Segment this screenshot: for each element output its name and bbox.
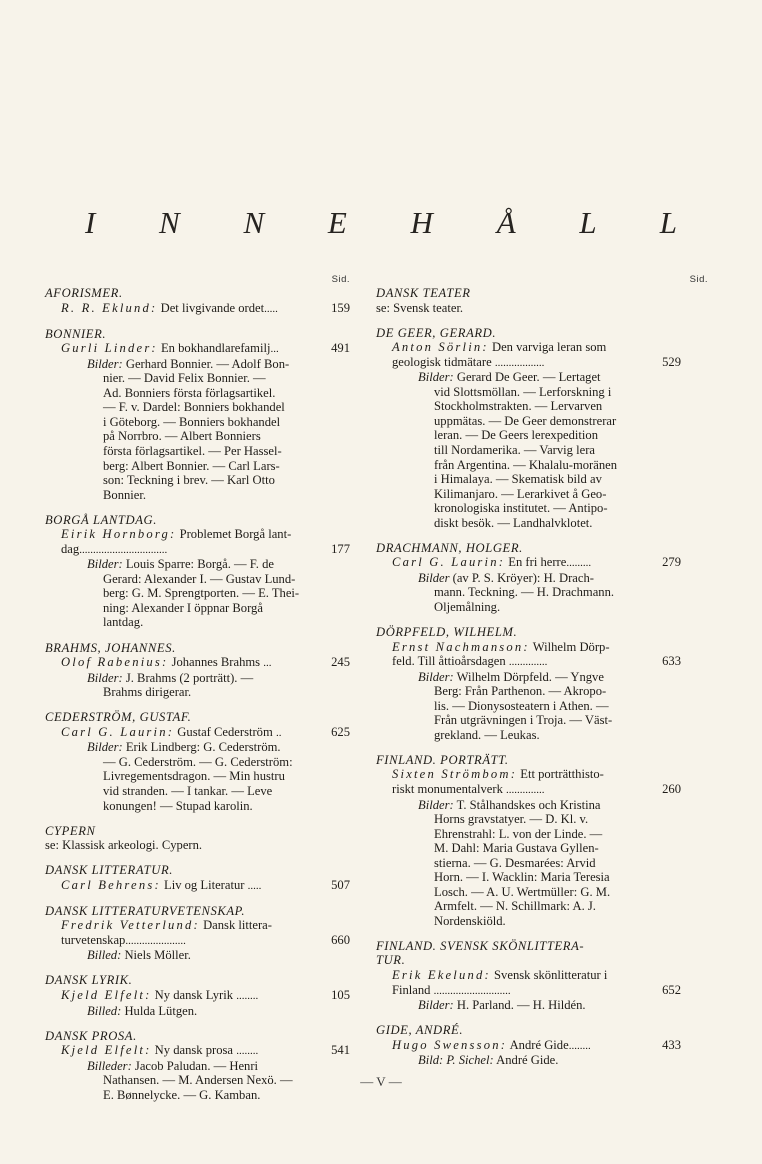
illustration-text: Jacob Paludan. — Henri [134, 1058, 259, 1073]
work-title: Svensk skönlitteratur i [494, 968, 608, 983]
illustration-line [376, 571, 681, 586]
page-number: 159 [331, 300, 350, 315]
work-title: Ny dansk prosa [154, 1043, 234, 1058]
illustration-text: — G. Cederström. — G. Cederström: [103, 754, 293, 769]
work-title: Liv og Literatur [164, 877, 245, 892]
illustration-line [45, 740, 350, 755]
illustration-line [45, 572, 350, 587]
page-number: 279 [662, 555, 681, 570]
illustration-text: mann. Teckning. — H. Drachmann. [434, 585, 615, 600]
entry-heading: DANSK PROSA. [45, 1028, 137, 1043]
work-title: Den varviga leran som [491, 340, 607, 355]
illustration-text: leran. — De Geers lerexpedition [434, 428, 599, 443]
illustration-list [376, 670, 681, 743]
entry-dorpfeld [376, 625, 681, 742]
page-title: I N N E H Å L L [84, 205, 706, 240]
illustration-label: Bilder: [87, 740, 123, 755]
illustration-line [376, 713, 681, 728]
toc-left-column [45, 273, 350, 1113]
entry-line [376, 968, 681, 983]
entry-line [376, 640, 681, 655]
illustration-text: i Göteborg. — Bonniers bokhandel [103, 414, 281, 429]
page-number: 433 [662, 1037, 681, 1052]
entry-line: Olof Rabenius: Johannes Brahms ... 245 [61, 655, 350, 670]
illustration-line [45, 400, 350, 415]
illustration-line [376, 827, 681, 842]
illustration-text: Louis Sparre: Borgå. — F. de [125, 557, 274, 572]
illustration-text: Ehrenstrahl: L. von der Linde. — [434, 826, 603, 841]
illustration-text: uppmätas. — De Geer demonstrerar [434, 413, 617, 428]
illustration-list [45, 740, 350, 813]
illustration-list [376, 571, 681, 615]
illustration-label: Billeder: [87, 1058, 132, 1073]
illustration-text: första förlagsartikel. — Per Hassel- [103, 443, 282, 458]
entry-line: geologisk tidmätare .................. 529 [392, 354, 681, 369]
illustration-line [45, 615, 350, 630]
illustration-text: lantdag. [103, 615, 144, 630]
entry-line [376, 767, 681, 782]
illustration-line [376, 899, 681, 914]
illustration-line [376, 684, 681, 699]
entry-line: Carl Behrens: Liv og Literatur ..... 507 [61, 877, 350, 892]
entry-dansk-lyrik [45, 973, 350, 1018]
illustration-text: berg: G. M. Sprengtporten. — E. Thei- [103, 586, 300, 601]
illustration-list [45, 557, 350, 630]
author: Anton Sörlin: [392, 340, 489, 355]
author: Sixten Strömbom: [392, 767, 518, 782]
author: Erik Ekelund: [392, 968, 491, 983]
illustration-line [376, 414, 681, 429]
entry-dansk-teater [376, 286, 681, 315]
work-title: Problemet Borgå lant- [179, 527, 292, 542]
illustration-text: M. Dahl: Maria Gustava Gyllen- [434, 841, 599, 856]
illustration-line [376, 516, 681, 531]
illustration-label: Bilder: [87, 356, 123, 371]
entry-heading: DÖRPFELD, WILHELM. [376, 624, 518, 639]
illustration-line: Bild: P. Sichel: André Gide. [418, 1053, 559, 1068]
author: Ernst Nachmanson: [392, 639, 530, 654]
see-reference: se: Klassisk arkeologi. Cypern. [45, 838, 203, 853]
author: Kjeld Elfelt: [61, 987, 152, 1002]
illustration-line: Bilder: H. Parland. — H. Hildén. [418, 998, 586, 1013]
page-number: 507 [331, 877, 350, 892]
illustration-line [376, 458, 681, 473]
illustration-text: Oljemålning. [434, 599, 501, 614]
illustration-text: Gerard De Geer. — Lertaget [456, 370, 601, 385]
work-title: Ny dansk Lyrik [154, 987, 234, 1002]
illustration-text: på Norrbro. — Albert Bonniers [103, 429, 261, 444]
entry-dansk-litteratur [45, 863, 350, 893]
illustration-line [45, 601, 350, 616]
illustration-text: Brahms dirigerar. [103, 685, 192, 700]
illustration-line [376, 600, 681, 615]
illustration-text: — F. v. Dardel: Bonniers bokhandel [103, 400, 285, 415]
entry-line: riskt monumentalverk .............. 260 [392, 781, 681, 796]
entry-finland-svensk-skonlitteratur [376, 939, 681, 1013]
entry-finland-portratt [376, 753, 681, 929]
work-title: En fri herre [508, 555, 567, 570]
entry-brahms [45, 641, 350, 700]
entry-dansk-prosa [45, 1029, 350, 1103]
illustration-label: Bilder: [418, 669, 454, 684]
illustration-line [45, 488, 350, 503]
illustration-line [376, 428, 681, 443]
illustration-line [376, 728, 681, 743]
author: Hugo Swensson: [392, 1037, 508, 1052]
page-number: 660 [331, 932, 350, 947]
entry-line: feld. Till åttioårsdagen .............. 633 [392, 654, 681, 669]
illustration-list [45, 671, 350, 700]
illustration-text: Livregementsdragon. — Min hustru [103, 769, 285, 784]
page-number: 177 [331, 541, 350, 556]
page-number: 652 [662, 982, 681, 997]
illustration-line [45, 429, 350, 444]
illustration-text: J. Brahms (2 porträtt). — [125, 670, 254, 685]
illustration-line [376, 670, 681, 685]
entry-cypern [45, 824, 350, 853]
entry-heading: AFORISMER. [45, 286, 123, 300]
illustration-text: i Himalaya. — Skematisk bild av [434, 472, 602, 487]
illustration-label: Bilder: [418, 370, 454, 385]
illustration-line [376, 585, 681, 600]
illustration-line: Billed: Hulda Lütgen. [87, 1003, 198, 1018]
entry-heading: FINLAND. SVENSK SKÖNLITTERA- [376, 938, 585, 953]
illustration-text: diskt besök. — Landhalvklotet. [434, 515, 593, 530]
entry-cederstrom [45, 710, 350, 813]
illustration-label: Bilder: [87, 670, 123, 685]
work-title: Det livgivande ordet [160, 300, 265, 315]
page-number: 541 [331, 1043, 350, 1058]
illustration-text: till Nordamerika. — Varvig lera [434, 442, 595, 457]
illustration-line [45, 1059, 350, 1074]
illustration-text: son: Teckning i brev. — Karl Otto [103, 473, 275, 488]
entry-line: dag................................ 177 [61, 541, 350, 556]
entry-heading: BRAHMS, JOHANNES. [45, 640, 176, 655]
entry-heading: DANSK LITTERATURVETENSKAP. [45, 903, 246, 918]
page-number: 105 [331, 987, 350, 1002]
author: Carl Behrens: [61, 877, 161, 892]
illustration-line [45, 444, 350, 459]
entry-line: Carl G. Laurin: En fri herre......... 279 [392, 555, 681, 570]
author: Eirik Hornborg: [61, 527, 177, 542]
entry-heading: CEDERSTRÖM, GUSTAF. [45, 710, 192, 725]
page-number: 245 [331, 655, 350, 670]
illustration-text: Horns gravstatyer. — D. Kl. v. [434, 812, 589, 827]
illustration-line [45, 784, 350, 799]
sid-label: Sid. [689, 274, 708, 285]
illustration-text: T. Stålhandskes och Kristina [456, 797, 601, 812]
author: Carl G. Laurin: [61, 724, 175, 739]
entry-drachmann [376, 541, 681, 615]
page-number: 633 [662, 654, 681, 669]
entry-borga [45, 513, 350, 630]
work-title: Dansk littera- [203, 918, 272, 933]
page-number: 260 [662, 781, 681, 796]
illustration-line [45, 557, 350, 572]
illustration-line [45, 685, 350, 700]
illustration-text: Erik Lindberg: G. Cederström. [125, 740, 281, 755]
illustration-text: Kilimanjaro. — Lerarkivet å Geo- [434, 486, 607, 501]
illustration-text: vid stranden. — I tankar. — Leve [103, 783, 273, 798]
entry-line: Kjeld Elfelt: Ny dansk Lyrik ........ 105 [61, 987, 350, 1002]
page-folio: — V — [360, 1074, 402, 1089]
illustration-text: Wilhelm Dörpfeld. — Yngve [456, 669, 604, 684]
illustration-line [376, 914, 681, 929]
author: Kjeld Elfelt: [61, 1043, 152, 1058]
illustration-line [376, 472, 681, 487]
entry-heading: BONNIER. [45, 326, 107, 341]
author: R. R. Eklund: [61, 300, 158, 315]
entry-line [45, 527, 350, 542]
entry-line: Finland ............................ 652 [392, 982, 681, 997]
entry-heading: FINLAND. PORTRÄTT. [376, 752, 509, 767]
entry-heading: DANSK LITTERATUR. [45, 863, 173, 878]
illustration-text: stierna. — G. Desmarées: Arvid [434, 855, 596, 870]
work-title: André Gide [509, 1037, 569, 1052]
author: Gurli Linder: [61, 341, 158, 356]
illustration-line [45, 459, 350, 474]
illustration-text: kronologiska institutet. — Antipo- [434, 501, 608, 516]
toc-right-column [376, 273, 708, 1078]
illustration-line [376, 798, 681, 813]
illustration-text: vid Slottsmöllan. — Lerforskning i [434, 384, 612, 399]
author: Carl G. Laurin: [392, 555, 506, 570]
entry-aforismer [45, 286, 350, 316]
illustration-line [376, 856, 681, 871]
illustration-line [376, 370, 681, 385]
page-number: 529 [662, 354, 681, 369]
illustration-text: (av P. S. Kröyer): H. Drach- [452, 570, 594, 585]
illustration-text: Losch. — A. U. Wertmüller: G. M. [434, 884, 611, 899]
entry-line [45, 918, 350, 933]
work-title: Wilhelm Dörp- [532, 639, 610, 654]
illustration-line: Billed: Niels Möller. [87, 948, 191, 963]
illustration-line [376, 841, 681, 856]
illustration-list [376, 370, 681, 530]
illustration-text: konungen! — Stupad karolin. [103, 798, 253, 813]
entry-heading: DANSK LYRIK. [45, 973, 133, 988]
entry-line [376, 340, 681, 355]
page-number: 625 [331, 724, 350, 739]
illustration-text: Gerhard Bonnier. — Adolf Bon- [125, 356, 290, 371]
illustration-line [45, 586, 350, 601]
illustration-list [45, 357, 350, 502]
illustration-text: berg: Albert Bonnier. — Carl Lars- [103, 458, 280, 473]
entry-heading: GIDE, ANDRÉ. [376, 1023, 464, 1038]
illustration-list [376, 798, 681, 929]
entry-heading: DRACHMANN, HOLGER. [376, 540, 523, 555]
entry-line: Gurli Linder: En bokhandlarefamilj... 491 [61, 341, 350, 356]
illustration-line [45, 357, 350, 372]
illustration-line [45, 415, 350, 430]
illustration-line [376, 870, 681, 885]
illustration-line [376, 699, 681, 714]
illustration-line [45, 671, 350, 686]
illustration-line [45, 755, 350, 770]
illustration-line [376, 812, 681, 827]
illustration-text: Nathansen. — M. Andersen Nexö. — [103, 1073, 293, 1088]
illustration-line [45, 769, 350, 784]
work-title: En bokhandlarefamilj [160, 341, 271, 356]
illustration-text: Bonnier. [103, 487, 147, 502]
entry-bonnier [45, 327, 350, 503]
entry-line: Carl G. Laurin: Gustaf Cederström .. 625 [61, 724, 350, 739]
illustration-line [376, 443, 681, 458]
illustration-text: Armfelt. — N. Schillmark: A. J. [434, 899, 596, 914]
sid-label: Sid. [331, 274, 350, 285]
illustration-text: Gerard: Alexander I. — Gustav Lund- [103, 571, 296, 586]
entry-heading: DE GEER, GERARD. [376, 325, 497, 340]
entry-heading-continued: TUR. [376, 953, 406, 968]
entry-heading: BORGÅ LANTDAG. [45, 512, 157, 527]
illustration-text: Stockholmstrakten. — Lervarven [434, 399, 603, 414]
see-reference: se: Svensk teater. [376, 300, 464, 315]
illustration-text: lis. — Dionysosteatern i Athen. — [434, 698, 609, 713]
entry-dansk-litteraturvetenskap [45, 904, 350, 963]
work-title: Johannes Brahms [171, 655, 261, 670]
page-number: 491 [331, 341, 350, 356]
illustration-line [376, 487, 681, 502]
work-title: Ett porträtthisto- [520, 767, 604, 782]
illustration-text: nier. — David Felix Bonnier. — [103, 371, 266, 386]
illustration-text: Ad. Bonniers första förlagsartikel. [103, 385, 276, 400]
entry-gide [376, 1023, 681, 1068]
illustration-text: E. Bønnelycke. — G. Kamban. [103, 1087, 261, 1102]
illustration-line [45, 473, 350, 488]
entry-line: Hugo Swensson: André Gide........ 433 [392, 1037, 681, 1052]
illustration-line [376, 885, 681, 900]
illustration-line [45, 371, 350, 386]
illustration-label: Bilder: [418, 797, 454, 812]
author: Fredrik Vetterlund: [61, 918, 200, 933]
illustration-text: från Argentina. — Khalalu-moränen [434, 457, 618, 472]
illustration-text: Berg: Från Parthenon. — Akropo- [434, 684, 607, 699]
entry-line: R. R. Eklund: Det livgivande ordet..... 159 [61, 300, 350, 315]
illustration-line [45, 799, 350, 814]
illustration-label: Bilder [418, 570, 450, 585]
illustration-label: Bilder: [87, 557, 123, 572]
entry-heading: CYPERN [45, 823, 96, 838]
entry-line: turvetenskap...................... 660 [61, 932, 350, 947]
illustration-line [376, 399, 681, 414]
illustration-line [45, 386, 350, 401]
entry-line: Kjeld Elfelt: Ny dansk prosa ........ 541 [61, 1043, 350, 1058]
illustration-text: ning: Alexander I öppnar Borgå [103, 600, 263, 615]
entry-de-geer [376, 326, 681, 531]
illustration-line [376, 385, 681, 400]
illustration-text: Nordenskiöld. [434, 913, 506, 928]
illustration-text: Från utgrävningen i Troja. — Väst- [434, 713, 613, 728]
entry-heading: DANSK TEATER [376, 286, 471, 300]
author: Olof Rabenius: [61, 655, 169, 670]
illustration-text: grekland. — Leukas. [434, 727, 540, 742]
illustration-text: Horn. — I. Wacklin: Maria Teresia [434, 870, 610, 885]
illustration-line [376, 501, 681, 516]
work-title: Gustaf Cederström [177, 724, 273, 739]
